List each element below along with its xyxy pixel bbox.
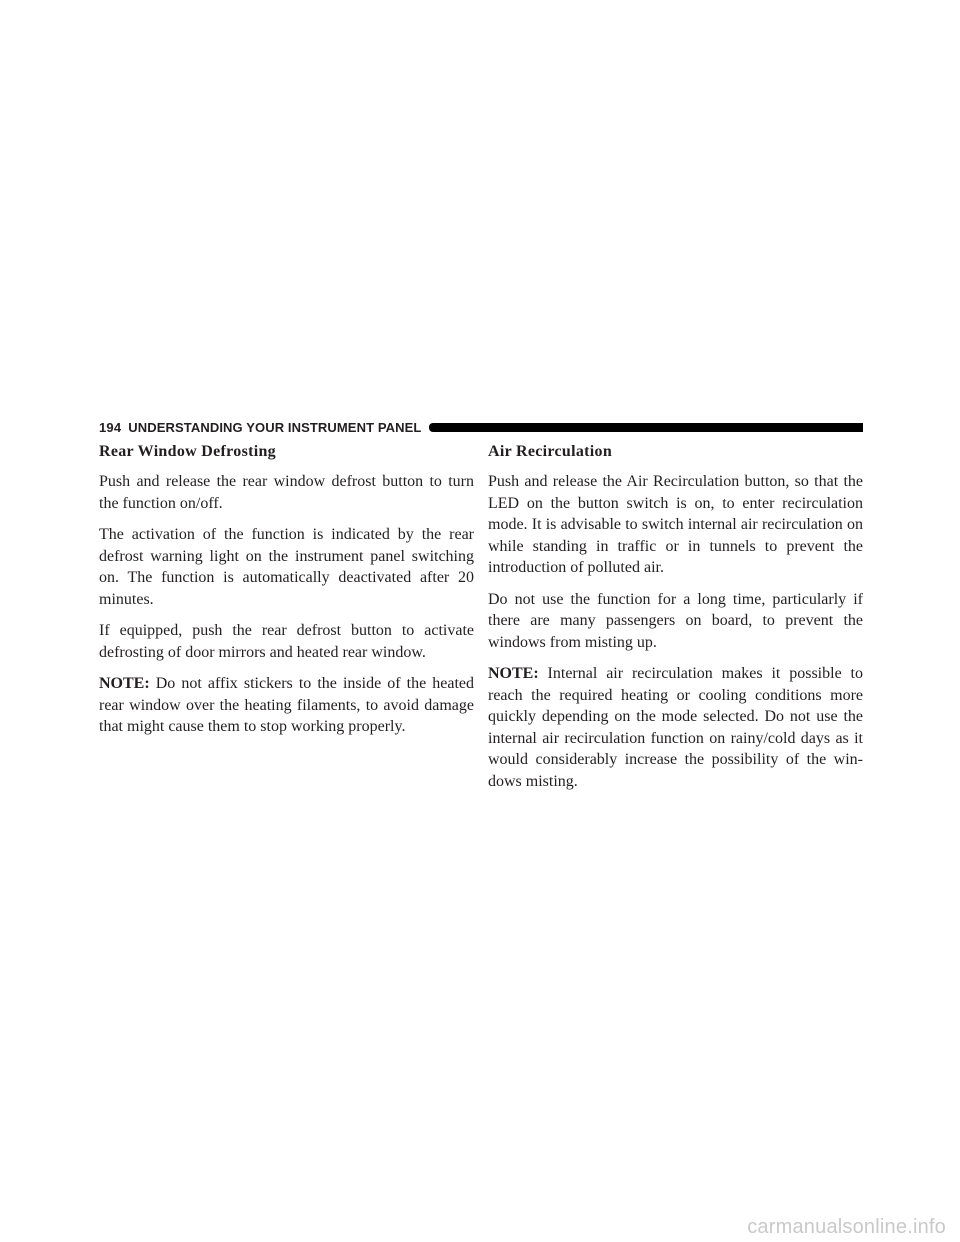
page-header [99,419,863,435]
paragraph: Push and release the Air Recirculation button, so that the LED on the button switch is on, to enter recirculation mode. It is advisable to switch internal air recirculation on while standing in traffic or in tunnels to prevent the introduction of polluted air. [488,473,863,576]
paragraph: If equipped, push the rear defrost button to activate defrosting of door mirrors and heated rear window. [99,622,474,661]
heading-rear-window-defrosting: Rear Window Defrosting [99,443,276,460]
paragraph: Push and release the rear window defrost button to turn the function on/off. [99,473,474,512]
note-label: NOTE: [99,675,150,692]
note-paragraph [99,673,474,738]
right-column [488,441,863,802]
watermark: carmanualsonline.info [747,1216,946,1238]
header-rule [429,423,863,432]
note-text: Internal air recirculation makes it possible to reach the required heating or cooling conditions more quickly depending on the mode selected. Do not use the internal air recirculation function on rainy/cold days as it would considerably increase the possibility of the win-dows misting. [488,665,863,790]
note-paragraph [488,663,863,792]
paragraph: The activation of the function is indicated by the rear defrost warning light on the instrument panel switching on. The function is automatically deactivated after 20 minutes. [99,526,474,608]
left-column [99,441,474,748]
note-text: Do not affix stickers to the inside of the heated rear window over the heating filaments, to avoid damage that might cause them to stop working properly. [99,675,474,735]
section-title: UNDERSTANDING YOUR INSTRUMENT PANEL [128,419,422,435]
heading-air-recirculation: Air Recirculation [488,443,613,460]
note-label: NOTE: [488,665,539,682]
page-number: 194 [99,419,122,435]
paragraph: Do not use the function for a long time, particularly if there are many passengers on board, to prevent the windows from misting up. [488,590,863,651]
